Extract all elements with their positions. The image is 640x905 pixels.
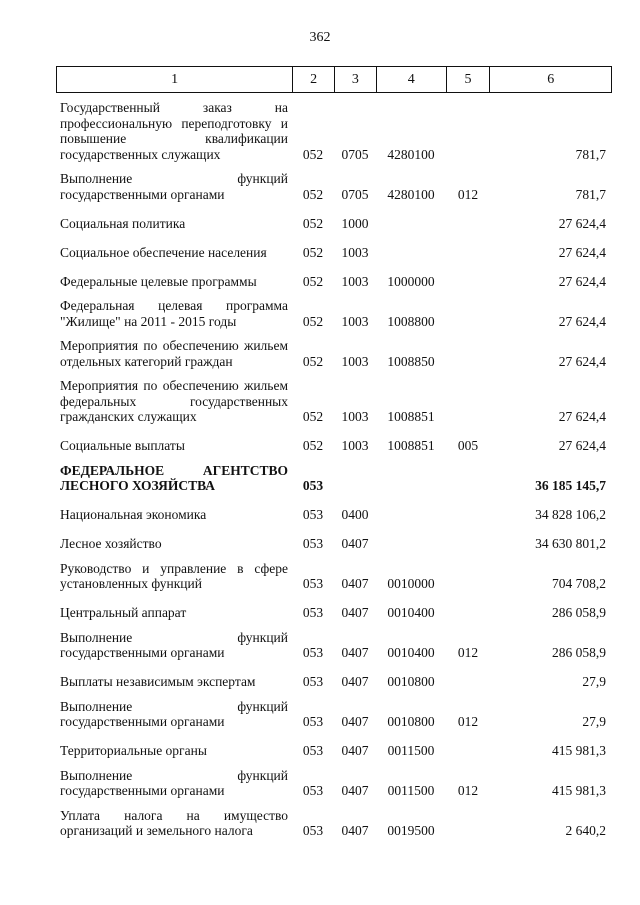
row-name-cell: Выполнение функций государственными органами xyxy=(60,171,288,202)
table-row xyxy=(56,601,612,621)
row-ministry-code: 052 xyxy=(302,244,324,260)
row-section-code: 0407 xyxy=(341,645,369,660)
row-target-code: 4280100 xyxy=(387,186,435,202)
table-row xyxy=(56,503,612,523)
row-expense-type: 005 xyxy=(457,438,479,453)
row-amount: 27 624,4 xyxy=(558,215,606,231)
row-ministry-code: 052 xyxy=(302,186,324,202)
row-section-code: 0705 xyxy=(341,186,369,202)
row-ministry-code: 052 xyxy=(302,215,324,231)
row-target-code: 0010400 xyxy=(387,645,435,660)
table-row xyxy=(56,378,612,425)
header-cell-1: 1 xyxy=(171,71,179,87)
row-section-code: 0407 xyxy=(341,714,369,729)
row-ministry-code: 053 xyxy=(302,576,324,591)
row-target-code: 1008800 xyxy=(387,313,435,329)
row-section-code: 0407 xyxy=(341,605,369,620)
row-name-cell: Мероприятия по обеспечению жильем федеральных государственных гражданских служащих xyxy=(60,378,288,424)
row-amount: 27,9 xyxy=(582,674,606,689)
row-name-cell: Социальная политика xyxy=(60,215,186,231)
table-row xyxy=(56,240,612,260)
row-name-cell: Мероприятия по обеспечению жильем отдельных категорий граждан xyxy=(60,338,288,369)
row-section-code: 0705 xyxy=(341,146,369,162)
row-section-code: 0407 xyxy=(341,783,369,798)
row-amount: 27 624,4 xyxy=(558,244,606,260)
row-name-cell: Федеральные целевые программы xyxy=(60,273,257,289)
row-name-cell: Национальная экономика xyxy=(60,507,207,522)
table-row xyxy=(56,171,612,202)
row-section-code: 0407 xyxy=(341,743,369,758)
table-row xyxy=(56,670,612,690)
row-amount: 34 630 801,2 xyxy=(535,536,606,551)
row-ministry-code: 052 xyxy=(302,409,324,424)
row-section-code: 1003 xyxy=(341,409,369,424)
table-row xyxy=(56,739,612,759)
row-target-code: 1008850 xyxy=(387,353,435,369)
table-body xyxy=(56,100,612,848)
page-number: 362 xyxy=(309,30,331,45)
row-ministry-code: 052 xyxy=(302,146,324,162)
table-row xyxy=(56,434,612,454)
header-cell-4: 4 xyxy=(376,67,446,92)
row-ministry-code: 053 xyxy=(302,783,324,798)
row-target-code: 1008851 xyxy=(387,409,435,424)
table-row xyxy=(56,338,612,369)
row-amount: 27 624,4 xyxy=(558,273,606,289)
row-amount: 781,7 xyxy=(575,186,606,202)
row-name-cell: Центральный аппарат xyxy=(60,605,187,620)
row-amount: 27,9 xyxy=(582,714,606,729)
row-section-code: 1003 xyxy=(341,244,369,260)
row-section-code: 0407 xyxy=(341,823,369,838)
row-name-cell: Выплаты независимым экспертам xyxy=(60,674,256,689)
row-ministry-code: 053 xyxy=(302,645,324,660)
row-target-code: 4280100 xyxy=(387,146,435,162)
row-section-code: 1003 xyxy=(341,273,369,289)
table-row xyxy=(56,768,612,799)
row-ministry-code: 053 xyxy=(302,674,324,689)
row-section-code: 0407 xyxy=(341,576,369,591)
row-section-code: 1003 xyxy=(341,438,369,453)
header-cell-3: 3 xyxy=(334,67,376,92)
row-name-cell: Социальные выплаты xyxy=(60,438,185,453)
row-name-cell: Государственный заказ на профессиональную переподготовку и повышение квалификации государственных служащих xyxy=(60,100,288,162)
row-ministry-code: 053 xyxy=(302,478,324,493)
table-row xyxy=(56,100,612,162)
table-row xyxy=(56,211,612,231)
row-target-code: 0010800 xyxy=(387,674,435,689)
row-target-code: 0010000 xyxy=(387,576,435,591)
row-expense-type: 012 xyxy=(457,645,479,660)
row-amount: 27 624,4 xyxy=(558,409,606,424)
table-row xyxy=(56,532,612,552)
row-ministry-code: 053 xyxy=(302,823,324,838)
table-row xyxy=(56,463,612,494)
row-expense-type: 012 xyxy=(457,783,479,798)
table-row xyxy=(56,808,612,839)
row-target-code: 0010400 xyxy=(387,605,435,620)
row-name-cell: Выполнение функций государственными органами xyxy=(60,767,288,798)
row-ministry-code: 053 xyxy=(302,605,324,620)
row-amount: 27 624,4 xyxy=(558,438,606,453)
row-target-code: 0019500 xyxy=(387,823,435,838)
row-name-cell: Федеральная целевая программа "Жилище" на 2011 - 2015 годы xyxy=(60,298,288,329)
row-section-code: 1000 xyxy=(341,215,369,231)
row-ministry-code: 052 xyxy=(302,313,324,329)
row-target-code: 0011500 xyxy=(387,743,435,758)
row-name-cell: Выполнение функций государственными органами xyxy=(60,698,288,729)
row-ministry-code: 053 xyxy=(302,743,324,758)
header-cell-5: 5 xyxy=(446,67,490,92)
row-expense-type: 012 xyxy=(457,714,479,729)
row-name-cell: Руководство и управление в сфере установленных функций xyxy=(60,560,288,591)
row-section-code: 0407 xyxy=(341,536,369,551)
row-name-cell: Уплата налога на имущество организаций и земельного налога xyxy=(60,807,288,838)
row-name-cell: Выполнение функций государственными органами xyxy=(60,629,288,660)
row-ministry-code: 053 xyxy=(302,714,324,729)
row-name-cell: Территориальные органы xyxy=(60,743,207,758)
row-ministry-code: 053 xyxy=(302,536,324,551)
row-target-code: 0011500 xyxy=(387,783,435,798)
header-cell-2: 2 xyxy=(292,67,334,92)
row-target-code: 1000000 xyxy=(387,273,435,289)
row-ministry-code: 052 xyxy=(302,438,324,453)
row-amount: 34 828 106,2 xyxy=(535,507,606,522)
row-ministry-code: 053 xyxy=(302,507,324,522)
row-section-code: 1003 xyxy=(341,313,369,329)
table-row xyxy=(56,298,612,329)
row-expense-type: 012 xyxy=(457,186,479,202)
row-amount: 415 981,3 xyxy=(552,783,606,798)
row-amount: 286 058,9 xyxy=(552,645,606,660)
row-name-cell: ФЕДЕРАЛЬНОЕ АГЕНТСТВО ЛЕСНОГО ХОЗЯЙСТВА xyxy=(60,462,288,493)
row-target-code: 0010800 xyxy=(387,714,435,729)
table-row xyxy=(56,699,612,730)
table-header xyxy=(56,66,612,93)
row-amount: 2 640,2 xyxy=(565,823,606,838)
table-row xyxy=(56,630,612,661)
row-name-cell: Лесное хозяйство xyxy=(60,536,162,551)
row-ministry-code: 052 xyxy=(302,273,324,289)
row-amount: 27 624,4 xyxy=(558,353,606,369)
row-amount: 415 981,3 xyxy=(552,743,606,758)
row-amount: 704 708,2 xyxy=(552,576,606,591)
row-target-code: 1008851 xyxy=(387,438,435,453)
table-row xyxy=(56,269,612,289)
row-amount: 781,7 xyxy=(575,146,606,162)
row-amount: 27 624,4 xyxy=(558,313,606,329)
header-cell-6: 6 xyxy=(489,67,611,92)
row-amount: 286 058,9 xyxy=(552,605,606,620)
row-amount: 36 185 145,7 xyxy=(535,478,606,493)
row-name-cell: Социальное обеспечение населения xyxy=(60,244,267,260)
row-ministry-code: 052 xyxy=(302,353,324,369)
row-section-code: 1003 xyxy=(341,353,369,369)
row-section-code: 0407 xyxy=(341,674,369,689)
table-row xyxy=(56,561,612,592)
row-section-code: 0400 xyxy=(341,507,369,522)
